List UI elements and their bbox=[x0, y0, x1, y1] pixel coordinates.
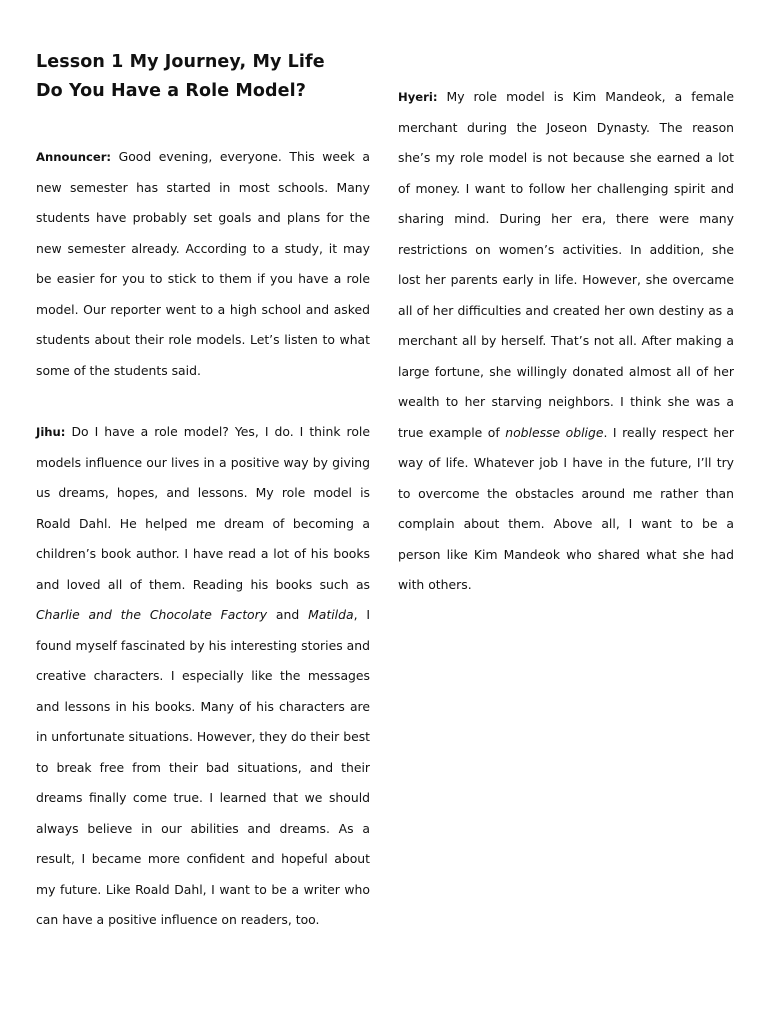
jihu-text-part1: Do I have a role model? Yes, I do. I think role models influence our lives in a positive way by giving us dreams, hopes, and lessons. My role model is Roald Dahl. He helped me dream of becoming a children’s book author. I have read a lot of his books and loved all of them. Reading his books such as bbox=[36, 424, 370, 592]
lesson-subtitle: Do You Have a Role Model? bbox=[36, 81, 306, 101]
right-column bbox=[398, 82, 734, 601]
jihu-paragraph bbox=[36, 417, 370, 936]
lesson-title: Lesson 1 My Journey, My Life bbox=[36, 52, 325, 72]
left-column bbox=[36, 48, 370, 936]
hyeri-paragraph bbox=[398, 82, 734, 601]
hyeri-text-part2: . I really respect her way of life. Whatever job I have in the future, I’ll try to overcome the obstacles around me rather than complain about them. Above all, I want to be a person like Kim Mandeok who shared what she had with others. bbox=[398, 424, 734, 592]
hyeri-text-part1: My role model is Kim Mandeok, a female merchant during the Joseon Dynasty. The reason she’s my role model is not because she earned a lot of money. I want to follow her challenging spirit and sharing mind. During her era, there were many restrictions on women’s activities. In addition, she lost her parents early in life. However, she overcame all of her difficulties and created her own destiny as a merchant all by herself. That’s not all. After making a large fortune, she willingly donated almost all of her wealth to her starving neighbors. I think she was a true example of bbox=[398, 89, 734, 440]
jihu-text-part2: , I found myself fascinated by his interesting stories and creative characters. I especially like the messages and lessons in his books. Many of his characters are in unfortunate situations. However, they do their best to break free from their bad situations, and their dreams finally come true. I learned that we should always believe in our abilities and dreams. As a result, I became more confident and hopeful about my future. Like Roald Dahl, I want to be a writer who can have a positive influence on readers, too. bbox=[36, 607, 371, 927]
hyeri-phrase: noblesse oblige bbox=[505, 424, 604, 440]
jihu-speaker: Jihu: bbox=[36, 425, 66, 439]
hyeri-speaker: Hyeri: bbox=[398, 90, 438, 104]
announcer-paragraph bbox=[36, 142, 370, 386]
jihu-book-title-2: Matilda bbox=[308, 607, 354, 622]
jihu-and: and bbox=[275, 607, 300, 622]
announcer-speaker: Announcer: bbox=[36, 150, 112, 164]
announcer-text: Good evening, everyone. This week a new semester has started in most schools. Many students have probably set goals and plans for the new semester already. According to a study, it may be easier for you to stick to them if you have a role model. Our reporter went to a high school and asked students about their role models. Let’s listen to what some of the students said. bbox=[36, 149, 370, 378]
jihu-book-title-1: Charlie and the Chocolate Factory bbox=[36, 607, 268, 622]
